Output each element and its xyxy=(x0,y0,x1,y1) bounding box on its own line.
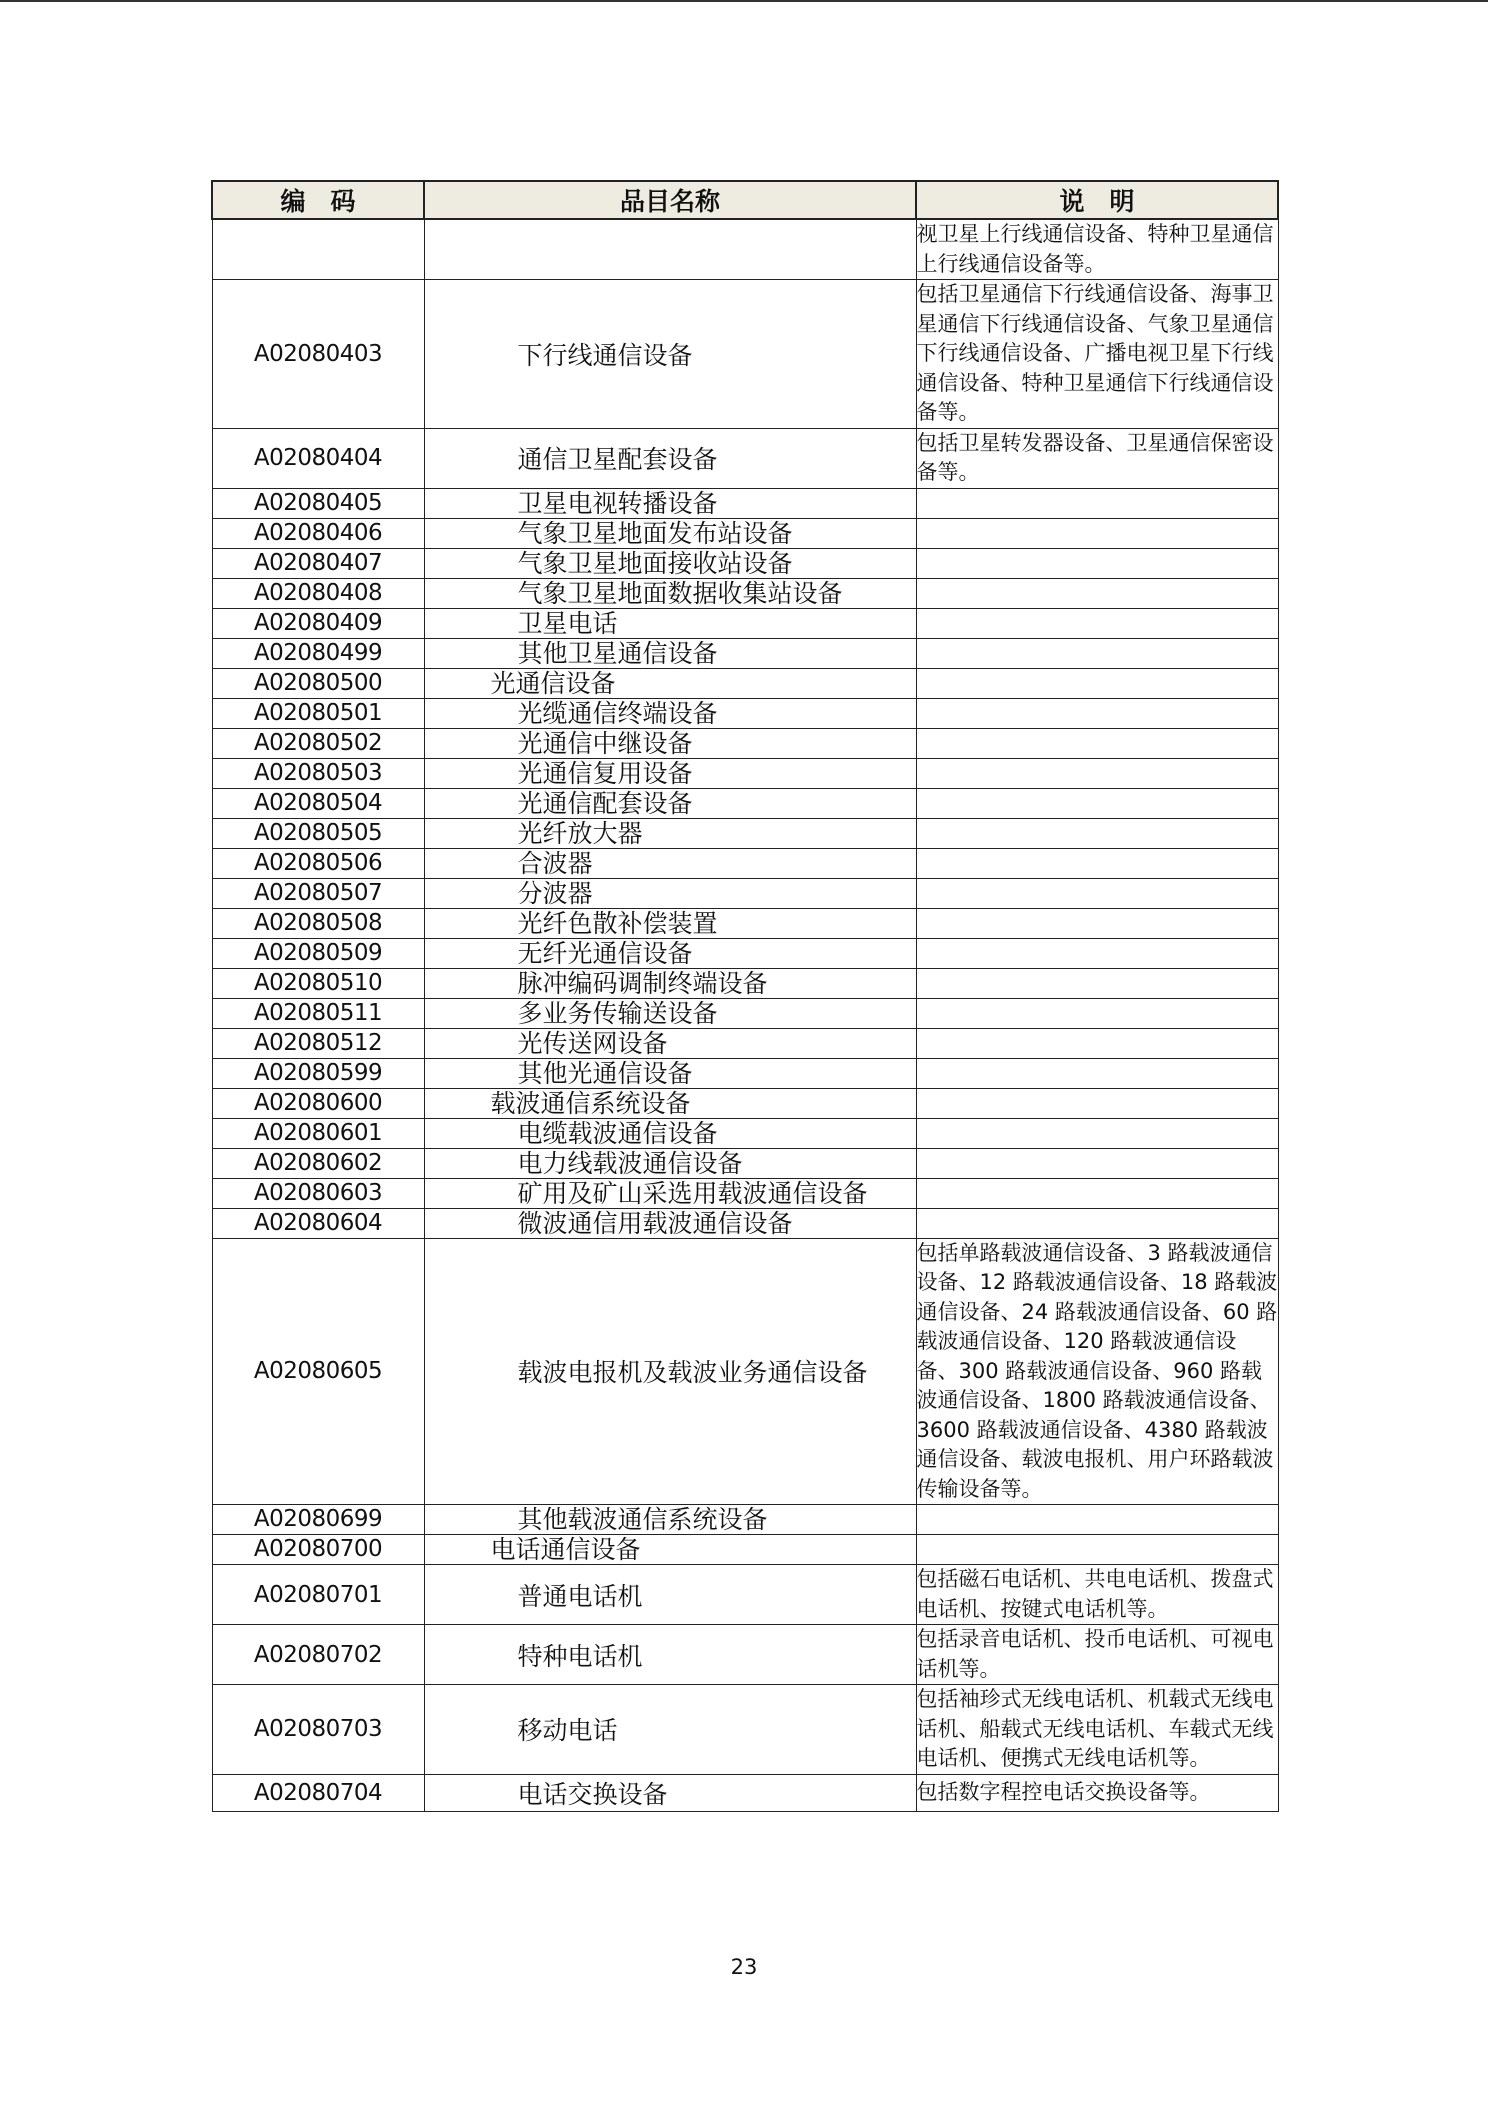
item-name: 特种电话机 xyxy=(517,1641,643,1671)
cell-desc xyxy=(916,1535,1278,1565)
cell-code: A02080511 xyxy=(212,998,424,1028)
table-row xyxy=(212,548,1278,578)
table-row xyxy=(212,908,1278,938)
cell-code: A02080507 xyxy=(212,878,424,908)
cell-code: A02080605 xyxy=(212,1238,424,1505)
item-name: 微波通信用载波通信设备 xyxy=(517,1208,793,1238)
cell-name xyxy=(424,1118,916,1148)
cell-name xyxy=(424,728,916,758)
table-row xyxy=(212,758,1278,788)
cell-code: A02080505 xyxy=(212,818,424,848)
cell-code: A02080501 xyxy=(212,698,424,728)
cell-desc xyxy=(916,848,1278,878)
table-row xyxy=(212,1685,1278,1775)
item-name: 载波通信系统设备 xyxy=(490,1088,691,1118)
cell-desc: 包括录音电话机、投币电话机、可视电话机等。 xyxy=(916,1625,1278,1685)
table-row xyxy=(212,1625,1278,1685)
cell-desc xyxy=(916,878,1278,908)
cell-name xyxy=(424,518,916,548)
table-row xyxy=(212,608,1278,638)
table-row xyxy=(212,728,1278,758)
cell-desc: 包括数字程控电话交换设备等。 xyxy=(916,1774,1278,1811)
item-name: 光纤色散补偿装置 xyxy=(517,908,718,938)
cell-code: A02080703 xyxy=(212,1685,424,1775)
item-name: 光通信设备 xyxy=(490,668,616,698)
item-name: 气象卫星地面数据收集站设备 xyxy=(517,578,843,608)
table-row xyxy=(212,518,1278,548)
table-row xyxy=(212,668,1278,698)
item-name: 电力线载波通信设备 xyxy=(517,1148,743,1178)
table-header xyxy=(212,181,1278,219)
cell-name xyxy=(424,1208,916,1238)
cell-name xyxy=(424,638,916,668)
cell-name xyxy=(424,578,916,608)
cell-desc xyxy=(916,938,1278,968)
catalog-table xyxy=(211,180,1279,1812)
cell-code: A02080506 xyxy=(212,848,424,878)
page-top-border xyxy=(0,0,1488,2)
cell-name xyxy=(424,668,916,698)
cell-code: A02080603 xyxy=(212,1178,424,1208)
item-name: 其他卫星通信设备 xyxy=(517,638,718,668)
table-row xyxy=(212,578,1278,608)
table-row xyxy=(212,1565,1278,1625)
cell-desc xyxy=(916,638,1278,668)
cell-code: A02080503 xyxy=(212,758,424,788)
cell-desc xyxy=(916,1208,1278,1238)
cell-name xyxy=(424,548,916,578)
header-name: 品目名称 xyxy=(424,181,916,219)
cell-name xyxy=(424,1685,916,1775)
cell-code: A02080500 xyxy=(212,668,424,698)
cell-desc xyxy=(916,488,1278,518)
cell-code: A02080502 xyxy=(212,728,424,758)
item-name: 光通信中继设备 xyxy=(517,728,693,758)
table-row xyxy=(212,1118,1278,1148)
cell-desc xyxy=(916,818,1278,848)
item-name: 卫星电话 xyxy=(517,608,618,638)
cell-desc xyxy=(916,998,1278,1028)
item-name: 光通信复用设备 xyxy=(517,758,693,788)
item-name: 合波器 xyxy=(517,848,593,878)
cell-code: A02080699 xyxy=(212,1505,424,1535)
table-row xyxy=(212,1535,1278,1565)
item-name: 卫星电视转播设备 xyxy=(517,488,718,518)
table-row xyxy=(212,428,1278,488)
cell-desc xyxy=(916,908,1278,938)
cell-name xyxy=(424,968,916,998)
item-name: 其他载波通信系统设备 xyxy=(517,1505,768,1534)
table-row xyxy=(212,1088,1278,1118)
cell-code: A02080700 xyxy=(212,1535,424,1565)
item-name: 电话通信设备 xyxy=(490,1535,641,1564)
cell-code: A02080604 xyxy=(212,1208,424,1238)
cell-name xyxy=(424,1058,916,1088)
item-name: 其他光通信设备 xyxy=(517,1058,693,1088)
cell-desc xyxy=(916,788,1278,818)
cell-desc xyxy=(916,968,1278,998)
cell-name xyxy=(424,758,916,788)
cell-desc xyxy=(916,1148,1278,1178)
item-name: 无纤光通信设备 xyxy=(517,938,693,968)
cell-code: A02080602 xyxy=(212,1148,424,1178)
cell-code: A02080508 xyxy=(212,908,424,938)
cell-code: A02080406 xyxy=(212,518,424,548)
table-row xyxy=(212,878,1278,908)
table-row xyxy=(212,488,1278,518)
table-row xyxy=(212,638,1278,668)
item-name: 通信卫星配套设备 xyxy=(517,445,718,474)
header-desc: 说 明 xyxy=(916,181,1278,219)
cell-desc: 包括袖珍式无线电话机、机载式无线电话机、船载式无线电话机、车载式无线电话机、便携式无线电话机等。 xyxy=(916,1685,1278,1775)
cell-desc xyxy=(916,578,1278,608)
cell-desc: 包括卫星转发器设备、卫星通信保密设备等。 xyxy=(916,428,1278,488)
cell-name xyxy=(424,1565,916,1625)
table-row xyxy=(212,219,1278,280)
item-name: 光通信配套设备 xyxy=(517,788,693,818)
cell-name xyxy=(424,818,916,848)
table-row xyxy=(212,280,1278,429)
cell-name xyxy=(424,878,916,908)
table-body xyxy=(212,219,1278,1811)
table-row xyxy=(212,1058,1278,1088)
cell-code: A02080405 xyxy=(212,488,424,518)
table-row xyxy=(212,788,1278,818)
cell-name xyxy=(424,1028,916,1058)
cell-name xyxy=(424,488,916,518)
cell-name xyxy=(424,1088,916,1118)
cell-code: A02080599 xyxy=(212,1058,424,1088)
cell-desc xyxy=(916,728,1278,758)
header-code: 编 码 xyxy=(212,181,424,219)
cell-desc xyxy=(916,1058,1278,1088)
table-row xyxy=(212,998,1278,1028)
cell-desc xyxy=(916,758,1278,788)
cell-code: A02080409 xyxy=(212,608,424,638)
cell-name xyxy=(424,1505,916,1535)
item-name: 气象卫星地面接收站设备 xyxy=(517,548,793,578)
table-row xyxy=(212,1505,1278,1535)
item-name: 气象卫星地面发布站设备 xyxy=(517,518,793,548)
item-name: 移动电话 xyxy=(517,1716,618,1746)
cell-code: A02080504 xyxy=(212,788,424,818)
cell-desc: 包括卫星通信下行线通信设备、海事卫星通信下行线通信设备、气象卫星通信下行线通信设备、广播电视卫星下行线通信设备、特种卫星通信下行线通信设备等。 xyxy=(916,280,1278,429)
cell-desc xyxy=(916,668,1278,698)
item-name: 多业务传输送设备 xyxy=(517,998,718,1028)
item-name: 普通电话机 xyxy=(517,1581,643,1611)
cell-code: A02080408 xyxy=(212,578,424,608)
cell-code: A02080403 xyxy=(212,280,424,429)
cell-desc xyxy=(916,518,1278,548)
table-row xyxy=(212,1774,1278,1811)
item-name: 电缆载波通信设备 xyxy=(517,1118,718,1148)
item-name: 分波器 xyxy=(517,878,593,908)
item-name: 光传送网设备 xyxy=(517,1028,668,1058)
item-name: 矿用及矿山采选用载波通信设备 xyxy=(517,1178,868,1208)
item-name: 电话交换设备 xyxy=(517,1779,668,1809)
cell-name xyxy=(424,1238,916,1505)
cell-desc xyxy=(916,548,1278,578)
table-row xyxy=(212,938,1278,968)
table-row xyxy=(212,818,1278,848)
cell-name xyxy=(424,1774,916,1811)
table-row xyxy=(212,848,1278,878)
cell-desc: 视卫星上行线通信设备、特种卫星通信上行线通信设备等。 xyxy=(916,219,1278,280)
table-row xyxy=(212,968,1278,998)
item-name: 光缆通信终端设备 xyxy=(517,698,718,728)
cell-code: A02080512 xyxy=(212,1028,424,1058)
cell-desc xyxy=(916,1118,1278,1148)
cell-name xyxy=(424,698,916,728)
cell-code: A02080499 xyxy=(212,638,424,668)
cell-code: A02080704 xyxy=(212,1774,424,1811)
cell-code: A02080510 xyxy=(212,968,424,998)
cell-name xyxy=(424,998,916,1028)
cell-desc: 包括磁石电话机、共电电话机、拨盘式电话机、按键式电话机等。 xyxy=(916,1565,1278,1625)
item-name: 下行线通信设备 xyxy=(517,340,693,370)
cell-code: A02080601 xyxy=(212,1118,424,1148)
cell-name xyxy=(424,428,916,488)
cell-code: A02080701 xyxy=(212,1565,424,1625)
item-name: 光纤放大器 xyxy=(517,818,643,848)
cell-desc xyxy=(916,698,1278,728)
cell-name xyxy=(424,219,916,280)
cell-name xyxy=(424,1148,916,1178)
cell-name xyxy=(424,608,916,638)
cell-desc xyxy=(916,1178,1278,1208)
cell-code: A02080404 xyxy=(212,428,424,488)
cell-name xyxy=(424,848,916,878)
cell-desc xyxy=(916,1088,1278,1118)
cell-name xyxy=(424,1625,916,1685)
cell-name xyxy=(424,280,916,429)
cell-code xyxy=(212,219,424,280)
item-name: 载波电报机及载波业务通信设备 xyxy=(517,1358,868,1388)
cell-code: A02080600 xyxy=(212,1088,424,1118)
cell-name xyxy=(424,908,916,938)
cell-code: A02080509 xyxy=(212,938,424,968)
cell-desc xyxy=(916,1028,1278,1058)
cell-name xyxy=(424,1178,916,1208)
cell-code: A02080702 xyxy=(212,1625,424,1685)
table-row xyxy=(212,698,1278,728)
table-row xyxy=(212,1028,1278,1058)
cell-code: A02080407 xyxy=(212,548,424,578)
cell-name xyxy=(424,1535,916,1565)
table-row xyxy=(212,1148,1278,1178)
cell-desc xyxy=(916,1505,1278,1535)
cell-desc: 包括单路载波通信设备、3 路载波通信设备、12 路载波通信设备、18 路载波通信设备、24 路载波通信设备、60 路载波通信设备、120 路载波通信设备、300 路载波通信设备、960 路载波通信设备、1800 路载波通信设备、3600 路载波通信设备、4380 路载波通信设备、载波电报机、用户环路载波传输设备等。 xyxy=(916,1238,1278,1505)
cell-name xyxy=(424,788,916,818)
cell-desc xyxy=(916,608,1278,638)
page-number: 23 xyxy=(730,1955,758,1979)
table-row xyxy=(212,1178,1278,1208)
item-name: 脉冲编码调制终端设备 xyxy=(517,968,768,998)
table-row xyxy=(212,1208,1278,1238)
cell-name xyxy=(424,938,916,968)
table-row xyxy=(212,1238,1278,1505)
